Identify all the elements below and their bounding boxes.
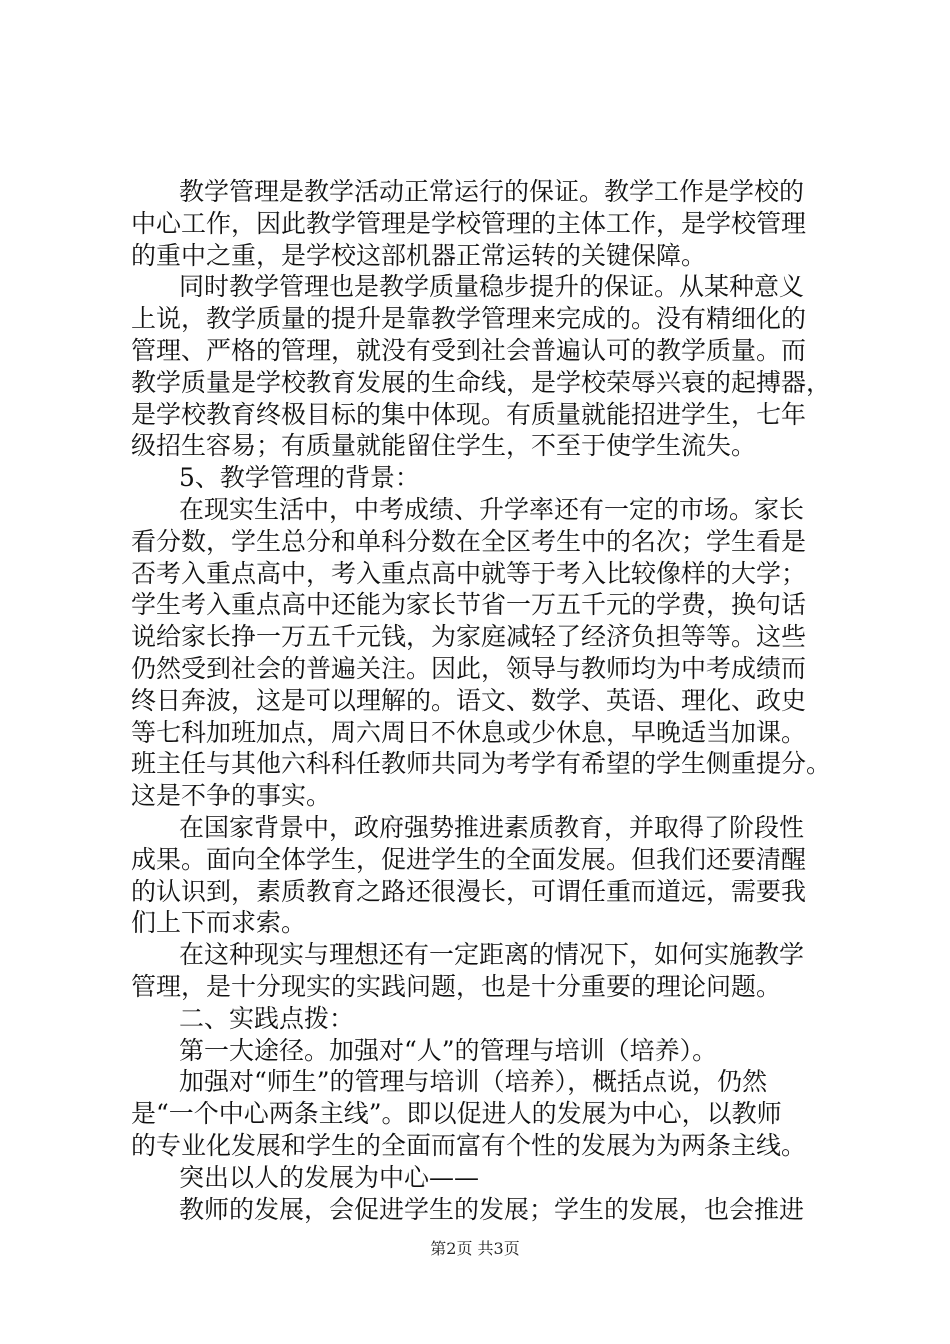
text-line: 的专业化发展和学生的全面而富有个性的发展为为两条主线。 <box>131 1130 807 1160</box>
text-line: 第一大途径。加强对“人”的管理与培训（培养）。 <box>179 1035 718 1065</box>
text-line: 在国家背景中，政府强势推进素质教育，并取得了阶段性 <box>179 812 805 842</box>
document-body <box>131 176 831 1225</box>
text-line: 同时教学管理也是教学质量稳步提升的保证。从某种意义 <box>179 272 805 302</box>
text-line: 仍然受到社会的普遍关注。因此，领导与教师均为中考成绩而 <box>131 653 807 683</box>
paragraph <box>131 1066 831 1161</box>
text-line: 们上下而求索。 <box>131 908 307 938</box>
text-line: 学生考入重点高中还能为家长节省一万五千元的学费，换句话 <box>131 590 807 620</box>
text-line: 突出以人的发展为中心—— <box>179 1162 480 1192</box>
text-line: 说给家长挣一万五千元钱，为家庭减轻了经济负担等等。这些 <box>131 622 807 652</box>
text-line: 级招生容易；有质量就能留住学生，不至于使学生流失。 <box>131 431 757 461</box>
subsection-heading <box>131 1035 831 1067</box>
text-line: 等七科加班加点，周六周日不休息或少休息，早晚适当加课。 <box>131 717 807 747</box>
text-line: 教学质量是学校教育发展的生命线，是学校荣辱兴衰的起搏器， <box>131 367 832 397</box>
text-line: 是“一个中心两条主线”。即以促进人的发展为中心，以教师 <box>131 1099 782 1129</box>
section-heading <box>131 1003 831 1035</box>
paragraph <box>131 494 831 812</box>
text-line: 成果。面向全体学生，促进学生的全面发展。但我们还要清醒 <box>131 844 807 874</box>
text-line: 中心工作，因此教学管理是学校管理的主体工作，是学校管理 <box>131 208 807 238</box>
paragraph <box>131 176 831 271</box>
text-line: 看分数，学生总分和单科分数在全区考生中的名次；学生看是 <box>131 526 807 556</box>
text-line: 教师的发展，会促进学生的发展；学生的发展，也会推进 <box>179 1194 805 1224</box>
paragraph <box>131 939 831 1003</box>
text-line: 否考入重点高中，考入重点高中就等于考入比较像样的大学； <box>131 558 807 588</box>
text-line: 管理，是十分现实的实践问题，也是十分重要的理论问题。 <box>131 971 782 1001</box>
text-line: 5、教学管理的背景： <box>179 463 420 493</box>
text-line: 二、实践点拨： <box>179 1003 355 1033</box>
text-line: 终日奔波，这是可以理解的。语文、数学、英语、理化、政史 <box>131 685 807 715</box>
text-line: 加强对“师生”的管理与培训（培养），概括点说，仍然 <box>179 1067 768 1097</box>
text-line: 这是不争的事实。 <box>131 781 332 811</box>
paragraph <box>131 1162 831 1194</box>
paragraph <box>131 1194 831 1226</box>
paragraph <box>131 271 831 462</box>
text-line: 的认识到，素质教育之路还很漫长，可谓任重而道远，需要我 <box>131 876 807 906</box>
text-line: 上说，教学质量的提升是靠教学管理来完成的。没有精细化的 <box>131 304 807 334</box>
text-line: 是学校教育终极目标的集中体现。有质量就能招进学生，七年 <box>131 399 807 429</box>
text-line: 管理、严格的管理，就没有受到社会普遍认可的教学质量。而 <box>131 335 807 365</box>
text-line: 在这种现实与理想还有一定距离的情况下，如何实施教学 <box>179 940 805 970</box>
page-number-footer: 第2页 共3页 <box>430 1239 520 1258</box>
section-heading <box>131 462 831 494</box>
paragraph <box>131 812 831 939</box>
text-line: 的重中之重，是学校这部机器正常运转的关键保障。 <box>131 240 707 270</box>
text-line: 班主任与其他六科科任教师共同为考学有希望的学生侧重提分。 <box>131 749 832 779</box>
text-line: 在现实生活中，中考成绩、升学率还有一定的市场。家长 <box>179 494 805 524</box>
text-line: 教学管理是教学活动正常运行的保证。教学工作是学校的 <box>179 177 805 206</box>
